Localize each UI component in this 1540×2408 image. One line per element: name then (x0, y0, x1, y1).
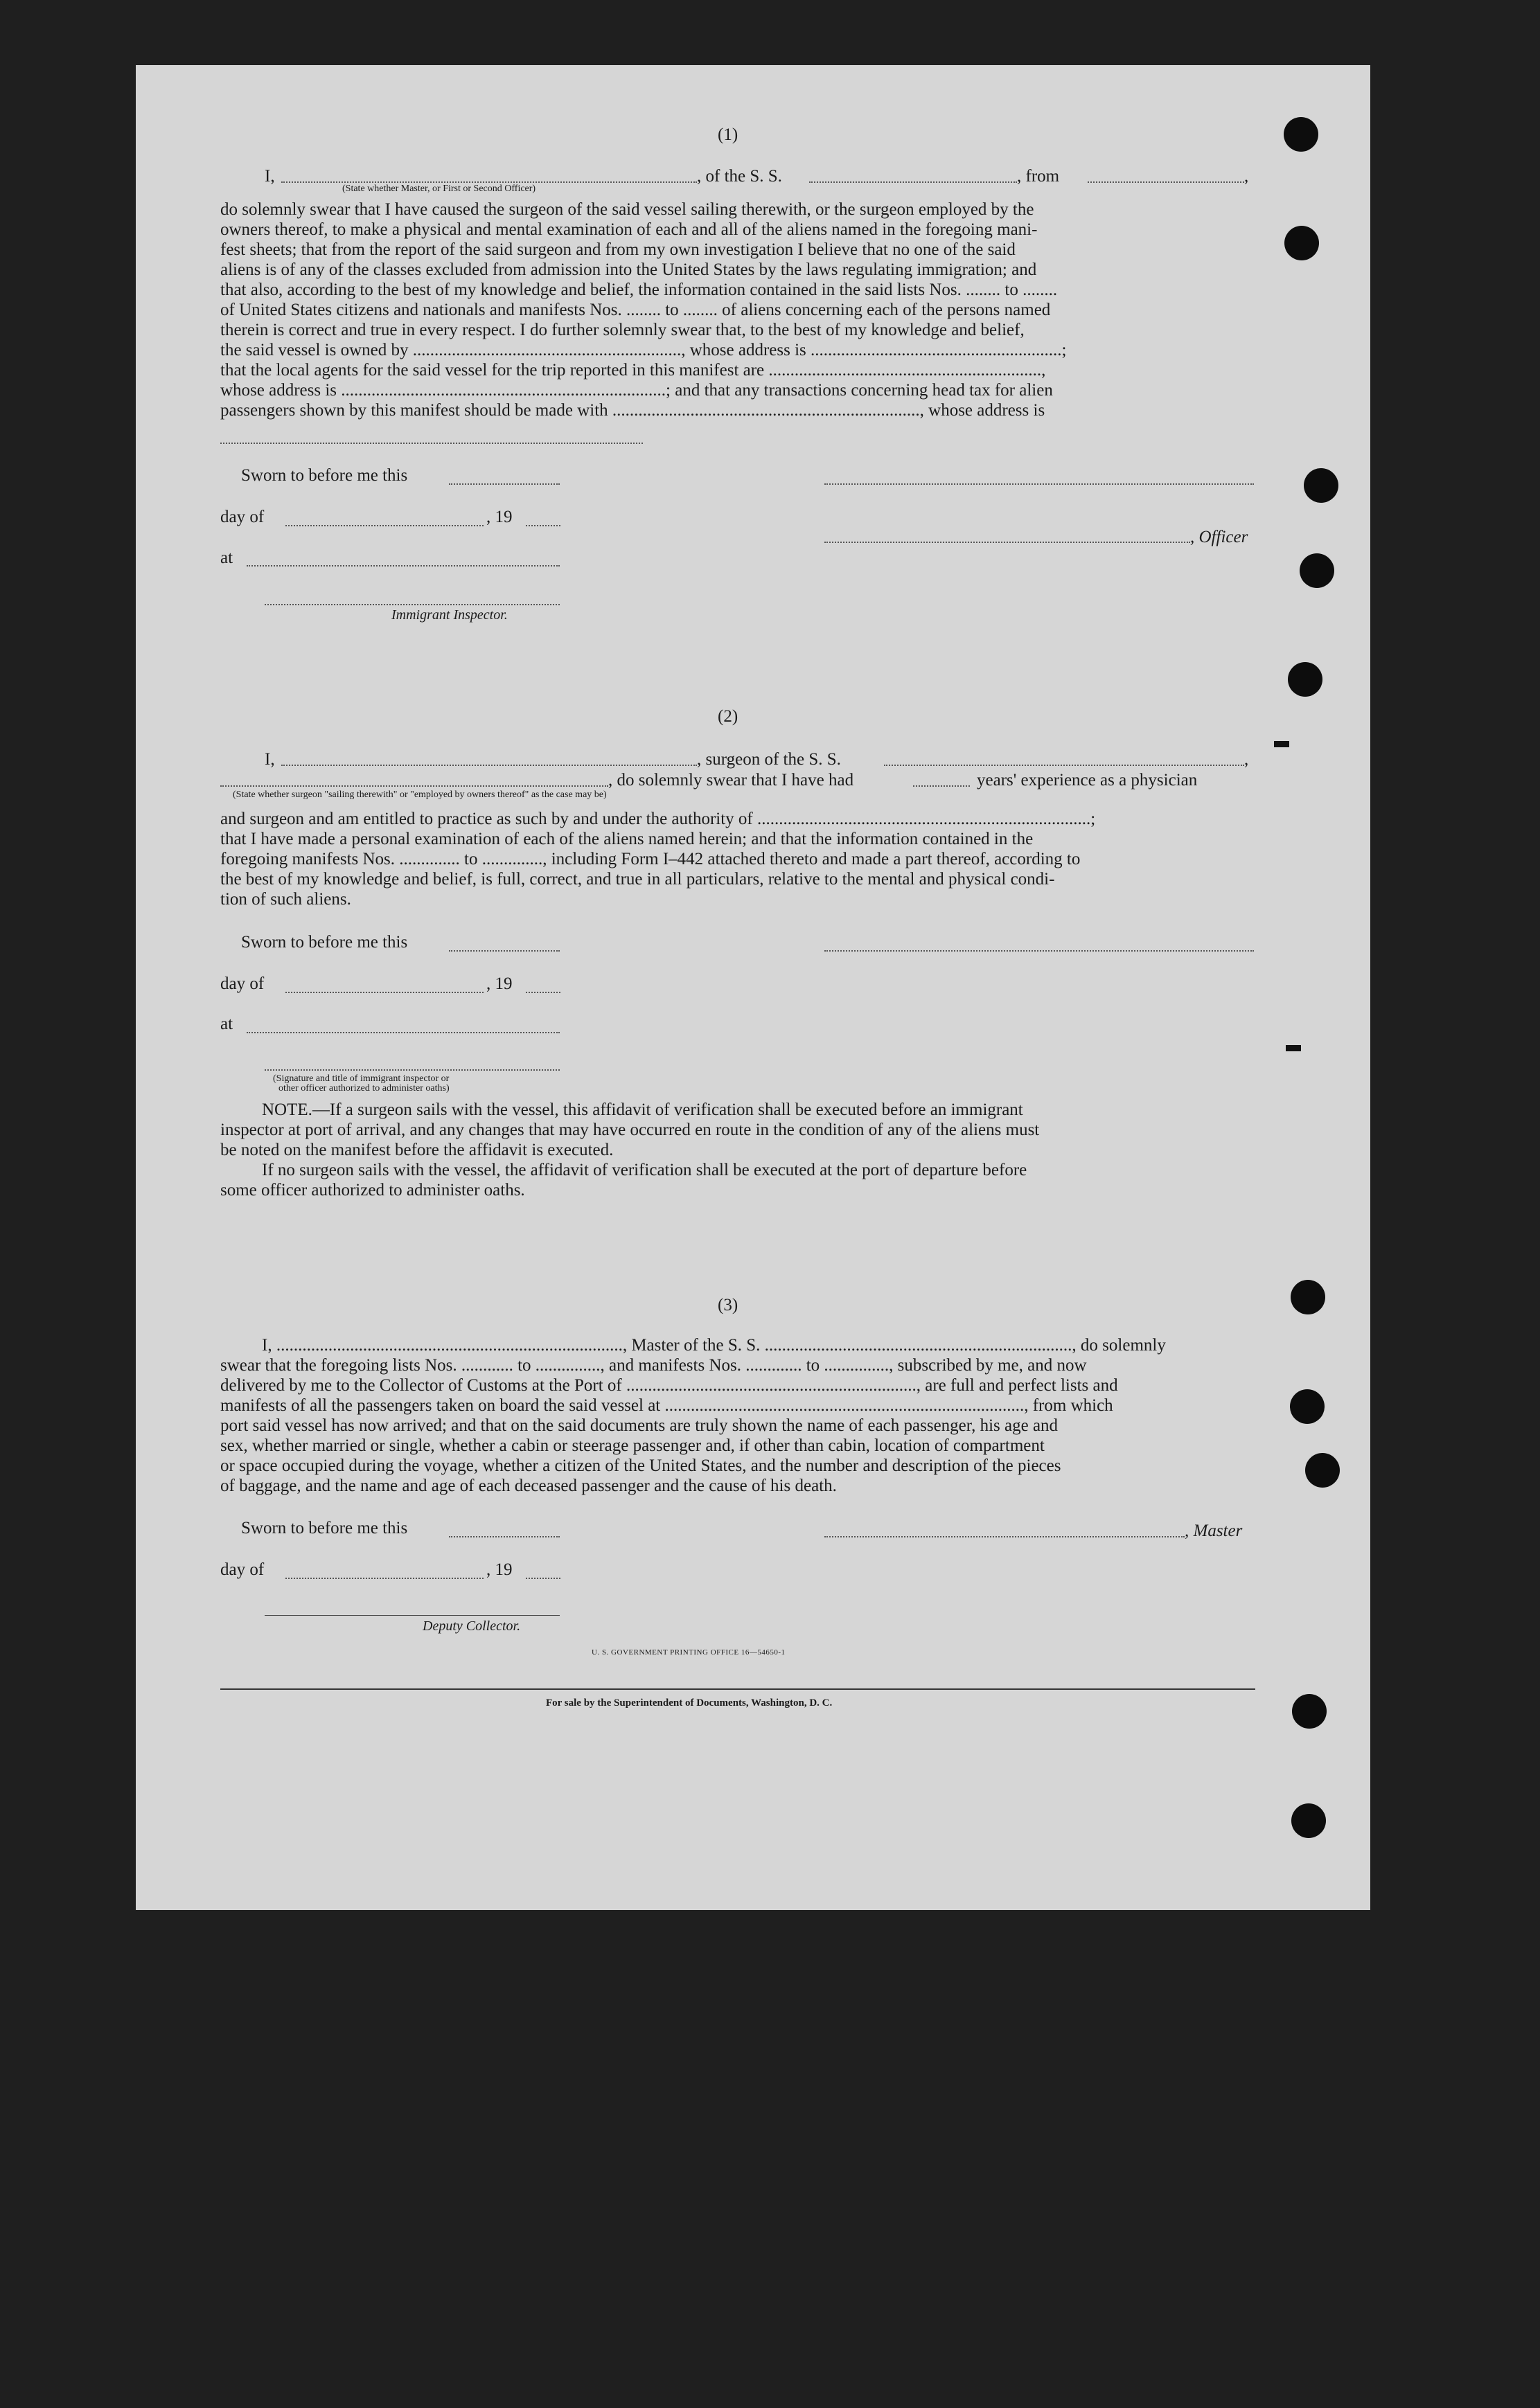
s3-dayof-label: day of (220, 1560, 265, 1579)
s2-para-line: that I have made a personal examination of each of the aliens named herein; and that the information contained in the (220, 830, 1034, 848)
s2-note-line: If no surgeon sails with the vessel, the affidavit of verification shall be executed at the port of departure before (262, 1161, 1027, 1179)
s1-para-line: that also, according to the best of my knowledge and belief, the information contained in the said lists Nos. ........ to ........ (220, 280, 1058, 299)
punch-hole (1291, 1280, 1325, 1314)
s2-comma: , (1244, 750, 1249, 769)
s2-note-line: NOTE.—If a surgeon sails with the vessel, this affidavit of verification shall be executed before an immigrant (262, 1100, 1023, 1119)
s1-comma: , (1244, 167, 1249, 186)
s2-para-line: and surgeon and am entitled to practice as such by and under the authority of .............................................................................; (220, 810, 1096, 828)
s2-i-label: I, (265, 750, 275, 769)
s1-address-continuation-field[interactable] (220, 443, 643, 444)
s1-of-ss-label: , of the S. S. (697, 167, 782, 186)
s2-at-field[interactable] (247, 1032, 560, 1033)
s2-surgeon-label: , surgeon of the S. S. (697, 750, 841, 769)
s1-para-line: owners thereof, to make a physical and mental examination of each and all of the aliens named in the foregoing mani- (220, 220, 1038, 239)
s1-sworn-label: Sworn to before me this (241, 466, 408, 485)
punch-hole (1291, 1803, 1326, 1838)
s1-para-line: whose address is ...........................................................................; and that any transactions concerning head tax for alien (220, 381, 1053, 400)
s1-officer-name-field[interactable] (281, 181, 697, 183)
s1-officer-signature-field[interactable] (824, 483, 1254, 485)
s1-para-line: fest sheets; that from the report of the said surgeon and from my own investigation I believe that no one of the said (220, 240, 1016, 259)
s1-para-line: the said vessel is owned by .............................................................., whose address is ..........................................................; (220, 341, 1067, 359)
s1-vessel-field[interactable] (809, 181, 1017, 183)
s3-master-label: , Master (1185, 1522, 1243, 1540)
s2-sig-caption-1: (Signature and title of immigrant inspector or (273, 1073, 450, 1084)
s1-para-line: that the local agents for the said vessel for the trip reported in this manifest are ..............................................................., (220, 361, 1046, 380)
s2-surgeon-name-field[interactable] (281, 765, 697, 766)
s1-dayof-label: day of (220, 508, 265, 526)
s2-swear-label: , do solemnly swear that I have had (608, 771, 854, 790)
s2-at-label: at (220, 1015, 233, 1033)
section-1-number: (1) (718, 125, 738, 144)
s3-sworn-label: Sworn to before me this (241, 1519, 408, 1537)
s2-para-line: foregoing manifests Nos. .............. to .............., including Form I–442 attached thereto and made a part thereof, according to (220, 850, 1081, 868)
s1-officer-label: , Officer (1190, 528, 1248, 546)
s2-note-line: inspector at port of arrival, and any changes that may have occurred en route in the condition of any of the aliens must (220, 1121, 1040, 1139)
edge-mark (1286, 1045, 1301, 1051)
punch-hole (1305, 1453, 1340, 1488)
s3-month-field[interactable] (285, 1578, 484, 1579)
s2-dayof-label: day of (220, 974, 265, 993)
s2-vessel-field[interactable] (884, 765, 1244, 766)
s2-surgeon-signature-field[interactable] (824, 950, 1254, 952)
punch-hole (1292, 1694, 1327, 1729)
footer-rule (220, 1688, 1255, 1690)
s3-sworn-day-field[interactable] (449, 1536, 560, 1537)
s2-inspector-signature-line[interactable] (265, 1069, 560, 1071)
s2-years-label: years' experience as a physician (977, 771, 1198, 790)
s3-para-line: manifests of all the passengers taken on board the said vessel at ..................................................................................., from which (220, 1396, 1113, 1415)
s3-para-line: of baggage, and the name and age of each deceased passenger and the cause of his death. (220, 1477, 837, 1495)
s2-sworn-day-field[interactable] (449, 950, 560, 952)
section-2-number: (2) (718, 707, 738, 726)
sale-notice: For sale by the Superintendent of Documents, Washington, D. C. (546, 1697, 833, 1709)
s1-inspector-label: Immigrant Inspector. (391, 607, 508, 623)
punch-hole (1304, 468, 1338, 503)
s1-para-line: therein is correct and true in every respect. I do further solemnly swear that, to the best of my knowledge and belief, (220, 321, 1025, 339)
s1-from-label: , from (1017, 167, 1060, 186)
punch-hole (1300, 553, 1334, 588)
s3-year-field[interactable] (526, 1578, 560, 1579)
gpo-imprint: U. S. GOVERNMENT PRINTING OFFICE 16—54650-1 (592, 1648, 786, 1657)
s3-19-label: , 19 (486, 1560, 513, 1579)
s1-from-field[interactable] (1088, 181, 1244, 183)
s2-sworn-label: Sworn to before me this (241, 933, 408, 952)
s1-at-field[interactable] (247, 565, 560, 567)
edge-mark (1274, 741, 1289, 747)
s2-caption: (State whether surgeon "sailing therewith" or "employed by owners thereof" as the case may be) (233, 790, 607, 800)
s1-para-line: of United States citizens and nationals and manifests Nos. ........ to ........ of aliens concerning each of the persons named (220, 301, 1051, 319)
s2-19-label: , 19 (486, 974, 513, 993)
s2-years-field[interactable] (913, 785, 970, 787)
punch-hole (1290, 1389, 1325, 1424)
show-through-text (441, 446, 450, 463)
s2-status-field[interactable] (220, 785, 608, 787)
s1-officer-line[interactable] (824, 542, 1190, 543)
s2-year-field[interactable] (526, 992, 560, 993)
s2-para-line: tion of such aliens. (220, 890, 351, 909)
s3-para-line: I, ................................................................................, Master of the S. S. ......................................................................., do solemnly (262, 1336, 1166, 1355)
s3-collector-label: Deputy Collector. (423, 1618, 521, 1634)
s3-para-line: swear that the foregoing lists Nos. ............ to ..............., and manifests Nos. ............. to ..............., subscribed by me, and now (220, 1356, 1087, 1375)
s1-para-line: do solemnly swear that I have caused the surgeon of the said vessel sailing therewith, or the surgeon employed by the (220, 200, 1034, 219)
punch-hole (1284, 226, 1319, 260)
form-page (136, 65, 1370, 1910)
s1-para-line: passengers shown by this manifest should be made with ......................................................................., whose address is (220, 401, 1045, 420)
s1-year-field[interactable] (526, 525, 560, 526)
s1-at-label: at (220, 549, 233, 567)
s3-para-line: port said vessel has now arrived; and that on the said documents are truly shown the name of each passenger, his age and (220, 1416, 1059, 1435)
s2-note-line: some officer authorized to administer oaths. (220, 1181, 525, 1199)
punch-hole (1284, 117, 1318, 152)
s1-sworn-day-field[interactable] (449, 483, 560, 485)
s3-collector-signature-line[interactable] (265, 1615, 560, 1616)
s1-i-label: I, (265, 167, 275, 186)
s1-caption: (State whether Master, or First or Second Officer) (342, 184, 536, 194)
s1-para-line: aliens is of any of the classes excluded from admission into the United States by the laws regulating immigration; and (220, 260, 1037, 279)
s3-master-signature-field[interactable] (824, 1536, 1185, 1537)
s3-para-line: delivered by me to the Collector of Customs at the Port of ..................................................................., are full and perfect lists and (220, 1376, 1118, 1395)
s3-para-line: or space occupied during the voyage, whether a citizen of the United States, and the number and description of the pieces (220, 1456, 1061, 1475)
punch-hole (1288, 662, 1322, 697)
s3-para-line: sex, whether married or single, whether a cabin or steerage passenger and, if other than cabin, location of compartment (220, 1436, 1045, 1455)
s1-19-label: , 19 (486, 508, 513, 526)
s1-month-field[interactable] (285, 525, 484, 526)
s2-sig-caption-2: other officer authorized to administer oaths) (278, 1083, 450, 1094)
s2-note-line: be noted on the manifest before the affidavit is executed. (220, 1141, 614, 1159)
s2-month-field[interactable] (285, 992, 484, 993)
section-3-number: (3) (718, 1296, 738, 1314)
s2-para-line: the best of my knowledge and belief, is full, correct, and true in all particulars, relative to the mental and physical condi- (220, 870, 1055, 889)
